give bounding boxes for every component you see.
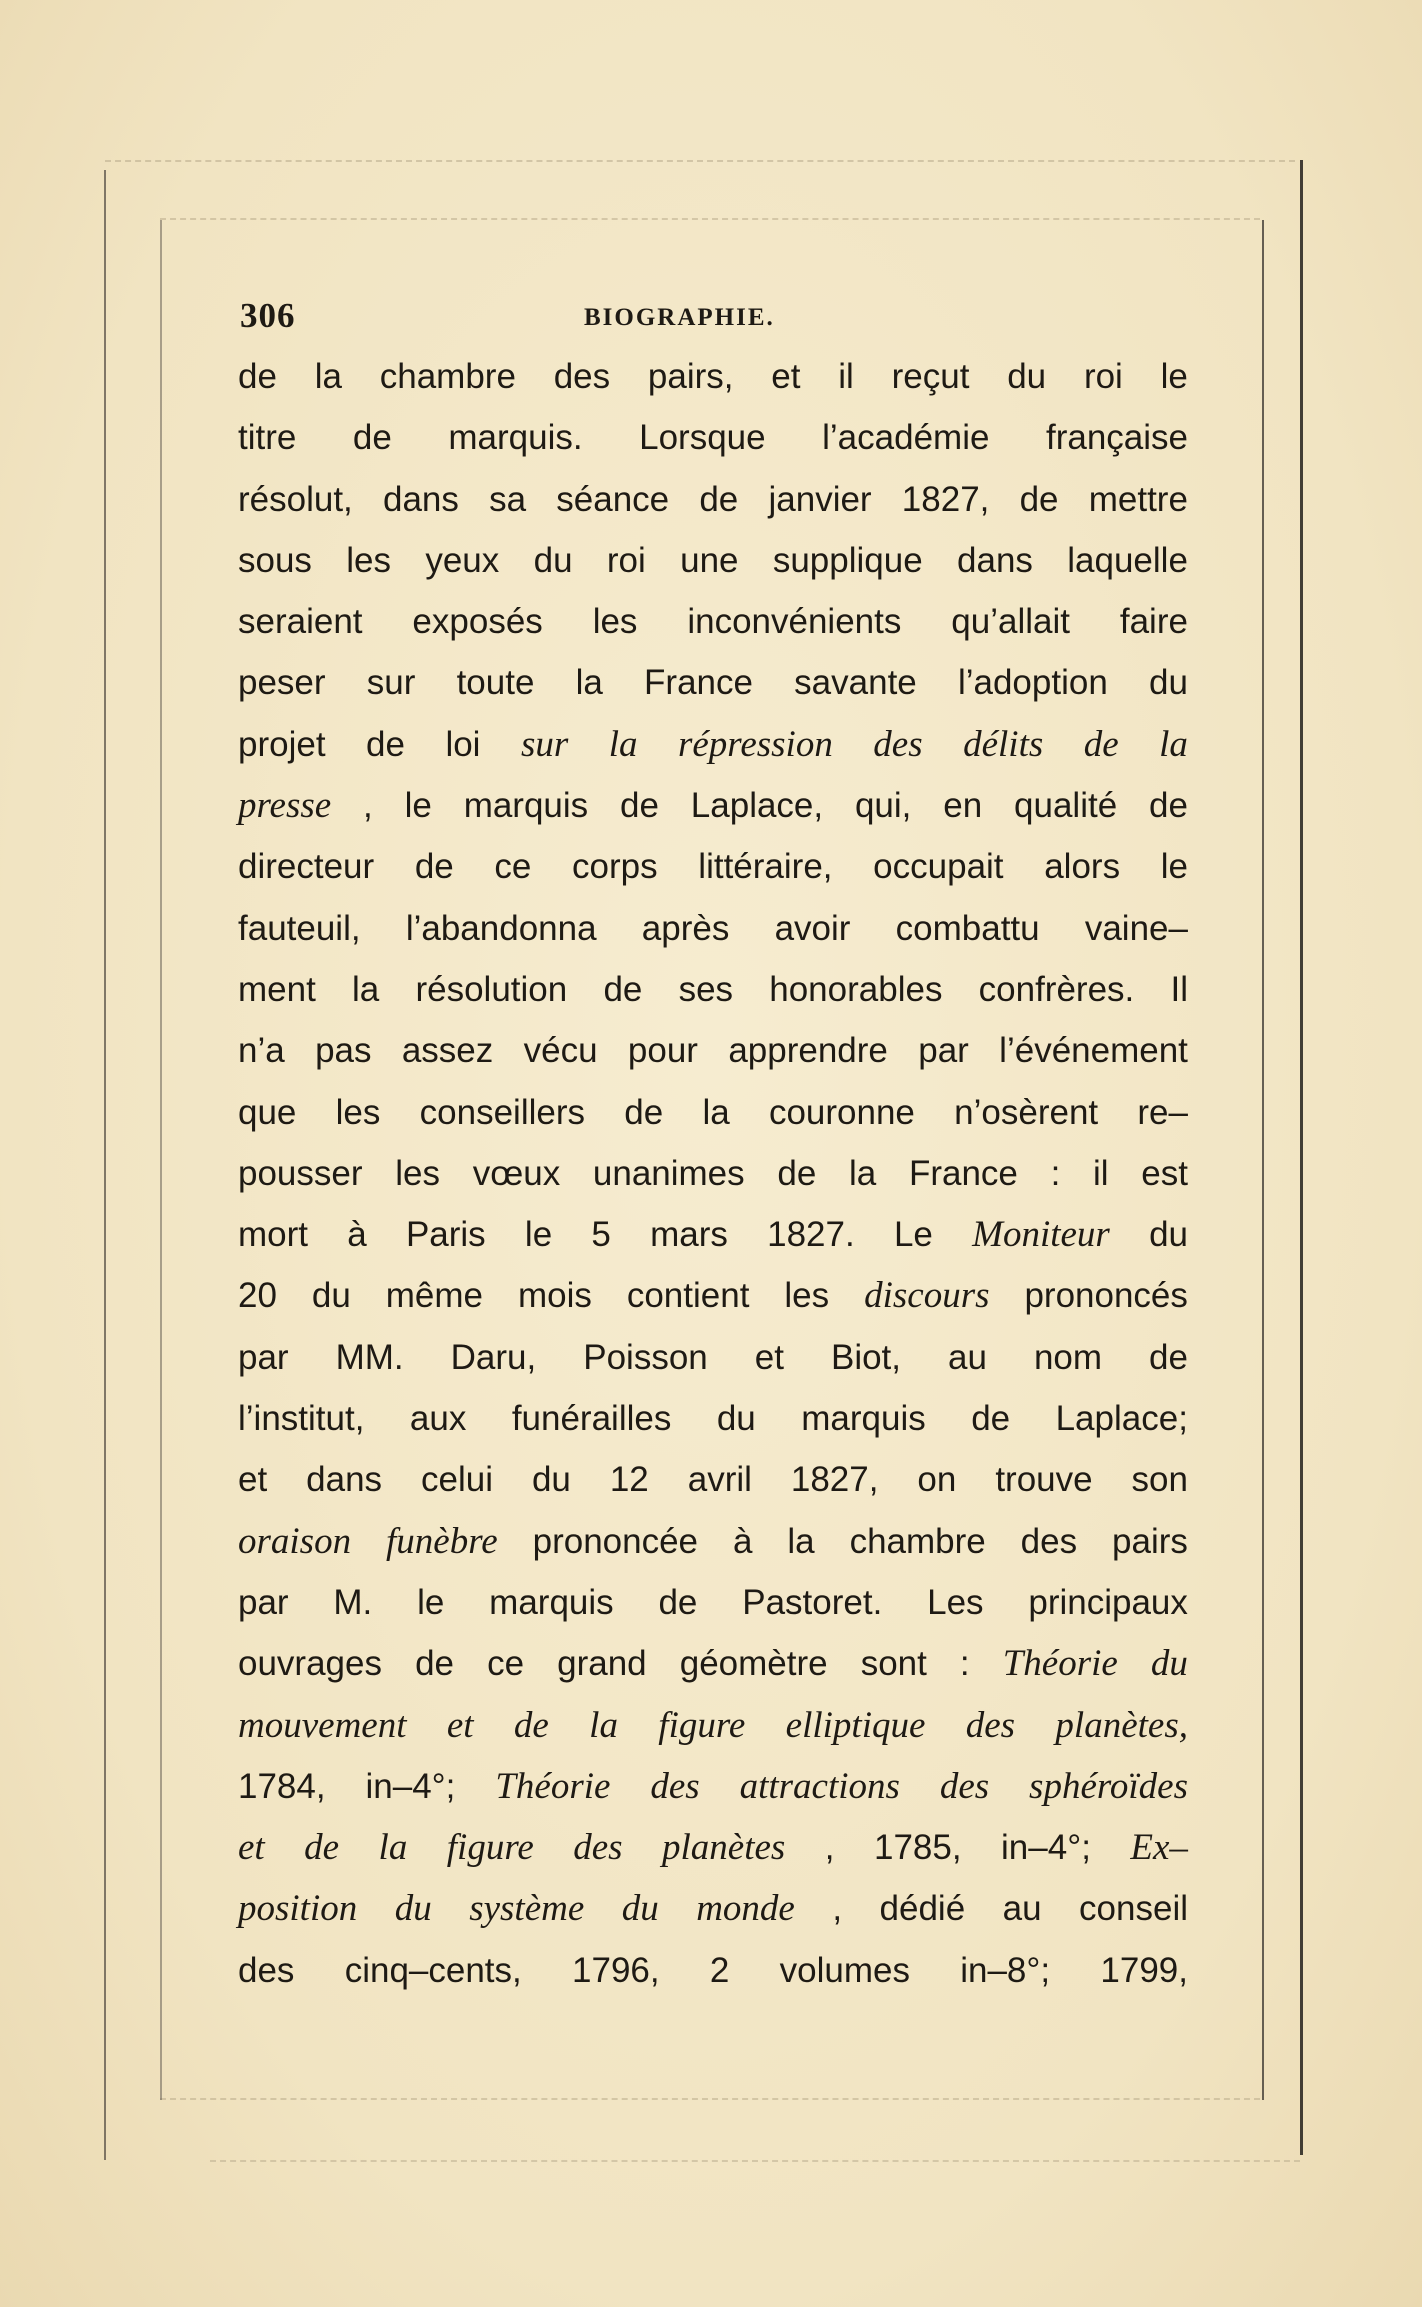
word: qu’allait: [951, 602, 1070, 642]
word: de: [971, 1399, 1011, 1439]
word: roi: [1083, 357, 1123, 396]
word: M.: [333, 1582, 373, 1622]
word: France: [908, 1153, 1018, 1193]
word: Les: [927, 1582, 984, 1622]
text-line: [238, 898, 1188, 959]
word: l’événement: [999, 1031, 1188, 1071]
italic-word: figure: [658, 1704, 746, 1746]
word: de: [414, 847, 454, 887]
word: Laplace,: [690, 786, 824, 826]
word: il: [838, 357, 854, 396]
italic-word: planètes,: [1055, 1704, 1188, 1746]
word: des: [238, 1950, 295, 1990]
word: du: [531, 1460, 571, 1500]
word: :: [959, 1644, 970, 1684]
word: principaux: [1028, 1582, 1188, 1622]
word: Poisson: [583, 1337, 708, 1377]
word: nom: [1033, 1337, 1103, 1377]
word: chambre: [849, 1521, 986, 1561]
word: exposés: [412, 602, 543, 642]
text-line: [238, 959, 1188, 1020]
word: son: [1131, 1460, 1188, 1500]
word: de: [1149, 1337, 1188, 1377]
word: ,: [363, 786, 373, 826]
word: Le: [893, 1215, 933, 1255]
word: pas: [315, 1031, 372, 1071]
word: sous: [238, 540, 312, 580]
word: ses: [678, 969, 734, 1009]
italic-word: de: [304, 1827, 340, 1869]
word: cinq–cents,: [344, 1950, 522, 1990]
text-line: [238, 1143, 1188, 1204]
text-line: [238, 407, 1188, 468]
text-line: [238, 346, 1188, 407]
word: inconvénients: [687, 602, 902, 642]
word: marquis: [801, 1399, 926, 1439]
word: grand: [557, 1644, 647, 1684]
word: dédié: [879, 1889, 966, 1929]
frame-rule-bottom-outer: [210, 2160, 1300, 2162]
word: l’institut,: [238, 1399, 365, 1439]
word: du: [716, 1399, 756, 1439]
word: in–4°;: [1001, 1828, 1091, 1868]
word: les: [346, 540, 392, 580]
word: MM.: [335, 1337, 404, 1377]
word: assez: [401, 1031, 494, 1071]
frame-rule-top-inner: [160, 218, 1260, 220]
word: qualité: [1014, 786, 1118, 826]
word: occupait: [873, 847, 1004, 887]
word: contient: [626, 1276, 750, 1316]
word: n’osèrent: [954, 1092, 1099, 1132]
word: de: [624, 1092, 664, 1132]
word: de: [777, 1153, 817, 1193]
word: pour: [627, 1031, 698, 1071]
word: dans: [306, 1460, 383, 1500]
italic-word: répression: [677, 723, 833, 765]
word: des: [1020, 1521, 1078, 1561]
word: seraient: [238, 602, 363, 642]
word: avril: [687, 1460, 752, 1500]
word: 1827,: [790, 1460, 879, 1500]
word: 20: [238, 1276, 277, 1316]
word: en: [943, 786, 983, 826]
word: directeur: [238, 847, 375, 887]
word: sur: [366, 663, 416, 703]
word: unanimes: [592, 1153, 745, 1193]
word: la: [314, 357, 342, 396]
text-line: [238, 1082, 1188, 1143]
word: au: [948, 1337, 987, 1377]
word: au: [1002, 1889, 1042, 1929]
word: honorables: [769, 969, 943, 1009]
italic-word: sphéroïdes: [1029, 1765, 1188, 1807]
text-line: [238, 1878, 1188, 1939]
word: à: [347, 1215, 367, 1255]
italic-word: du: [621, 1888, 659, 1930]
text-block: [238, 290, 1188, 2001]
italic-word: monde: [696, 1888, 795, 1930]
word: ce: [487, 1644, 525, 1684]
word: du: [1148, 663, 1188, 703]
word: à: [732, 1521, 753, 1561]
word: la: [352, 969, 380, 1009]
word: du: [1149, 1215, 1188, 1255]
word: confrères.: [978, 969, 1135, 1009]
page-number: 306: [240, 296, 296, 335]
italic-word: et: [446, 1704, 474, 1746]
word: mars: [650, 1215, 728, 1255]
word: :: [1050, 1153, 1061, 1193]
italic-word: funèbre: [386, 1520, 498, 1562]
word: les: [784, 1276, 830, 1316]
word: la: [575, 663, 603, 703]
word: la: [702, 1092, 730, 1132]
word: couronne: [768, 1092, 915, 1132]
italic-word: la: [1159, 723, 1188, 765]
word: l’abandonna: [405, 908, 597, 948]
word: marquis: [463, 786, 589, 826]
word: n’a: [238, 1031, 285, 1071]
text-line: [238, 1511, 1188, 1572]
italic-word: attractions: [739, 1765, 900, 1807]
word: re–: [1137, 1092, 1188, 1132]
italic-word: Théorie: [495, 1765, 611, 1807]
word: il: [1093, 1153, 1109, 1193]
word: l’adoption: [957, 663, 1108, 703]
word: ,: [824, 1828, 835, 1868]
word: littéraire,: [698, 847, 833, 887]
word: Il: [1170, 969, 1188, 1009]
word: in–4°;: [365, 1766, 456, 1806]
italic-word: du: [1150, 1643, 1188, 1685]
word: géomètre: [679, 1644, 828, 1684]
word: de: [1019, 479, 1059, 519]
word: de: [238, 357, 277, 396]
running-head: [238, 290, 1188, 346]
word: reçut: [891, 357, 970, 396]
word: l’académie: [822, 418, 990, 458]
word: et: [238, 1460, 268, 1500]
italic-word: elliptique: [785, 1704, 926, 1746]
word: le: [524, 1215, 553, 1255]
word: 2: [709, 1950, 730, 1990]
word: 1785,: [873, 1828, 962, 1868]
italic-word: la: [608, 723, 638, 765]
word: peser: [238, 663, 326, 703]
word: la: [787, 1521, 815, 1561]
text-line: [238, 1756, 1188, 1817]
word: mois: [517, 1276, 592, 1316]
word: du: [533, 540, 573, 580]
word: dans: [957, 540, 1033, 580]
word: de: [352, 418, 392, 458]
text-line: [238, 1633, 1188, 1694]
word: volumes: [779, 1950, 910, 1990]
italic-word: et: [238, 1827, 265, 1869]
word: conseil: [1079, 1889, 1188, 1929]
word: 1827,: [901, 479, 990, 519]
word: de: [658, 1582, 698, 1622]
italic-word: des: [573, 1827, 623, 1869]
word: laquelle: [1067, 540, 1188, 580]
word: 1827.: [767, 1215, 855, 1255]
word: Paris: [405, 1215, 486, 1255]
word: le: [404, 786, 432, 826]
word: ment: [238, 969, 316, 1009]
word: la: [849, 1153, 877, 1193]
word: 1784,: [238, 1766, 326, 1806]
word: une: [680, 540, 739, 580]
word: trouve: [995, 1460, 1093, 1500]
text-line: [238, 1020, 1188, 1081]
word: de: [415, 1644, 454, 1684]
frame-rule-top-outer: [105, 160, 1295, 162]
italic-word: système: [469, 1888, 585, 1930]
word: projet: [238, 724, 326, 764]
word: France: [644, 663, 753, 703]
word: marquis.: [448, 418, 583, 458]
text-line: [238, 1388, 1188, 1449]
word: apprendre: [728, 1031, 888, 1071]
word: le: [1160, 847, 1188, 887]
italic-word: discours: [864, 1275, 990, 1317]
frame-rule-left-inner: [160, 220, 162, 2100]
word: fauteuil,: [238, 908, 361, 948]
word: est: [1141, 1153, 1188, 1193]
word: des: [553, 357, 611, 396]
word: et: [754, 1337, 784, 1377]
word: mettre: [1088, 479, 1188, 519]
italic-word: planètes: [662, 1827, 786, 1869]
word: vaine–: [1084, 908, 1188, 948]
word: Lorsque: [639, 418, 766, 458]
italic-word: position: [238, 1888, 358, 1930]
italic-word: délits: [963, 723, 1044, 765]
italic-word: oraison: [238, 1520, 352, 1562]
word: séance: [556, 479, 670, 519]
word: chambre: [379, 357, 516, 396]
word: ouvrages: [238, 1644, 382, 1684]
word: Biot,: [830, 1337, 902, 1377]
word: de: [1149, 786, 1188, 826]
word: par: [918, 1031, 969, 1071]
italic-word: sur: [520, 723, 569, 765]
word: conseillers: [419, 1092, 586, 1132]
word: sa: [489, 479, 527, 519]
text-line: [238, 775, 1188, 836]
word: yeux: [425, 540, 500, 580]
word: 1796,: [572, 1950, 660, 1990]
italic-word: du: [394, 1888, 432, 1930]
word: Laplace;: [1055, 1399, 1188, 1439]
italic-word: Moniteur: [972, 1214, 1110, 1256]
word: après: [641, 908, 730, 948]
italic-word: des: [939, 1765, 990, 1807]
text-line: [238, 1449, 1188, 1510]
running-head-title: BIOGRAPHIE.: [584, 304, 775, 331]
text-line: [238, 836, 1188, 897]
frame-rule-right-outer: [1300, 160, 1303, 2155]
italic-word: presse: [238, 785, 332, 827]
word: combattu: [895, 908, 1040, 948]
word: mort: [238, 1215, 308, 1255]
word: résolut,: [238, 479, 353, 519]
word: loi: [445, 724, 481, 764]
word: ce: [494, 847, 532, 887]
word: sont: [860, 1644, 927, 1684]
word: résolution: [415, 969, 568, 1009]
text-line: [238, 469, 1188, 530]
italic-word: figure: [446, 1827, 534, 1869]
word: qui,: [854, 786, 912, 826]
frame-rule-right-inner: [1262, 220, 1264, 2100]
text-line: [238, 714, 1188, 775]
word: alors: [1044, 847, 1121, 887]
text-line: [238, 530, 1188, 591]
text-line: [238, 1265, 1188, 1326]
word: les: [335, 1092, 381, 1132]
body-text: [238, 346, 1188, 2001]
word: 5: [591, 1215, 611, 1255]
text-line: [238, 1940, 1188, 2001]
italic-word: de: [1083, 723, 1119, 765]
word: pairs,: [647, 357, 734, 396]
italic-word: mouvement: [238, 1704, 407, 1746]
word: 1799,: [1100, 1950, 1188, 1990]
word: corps: [572, 847, 658, 887]
word: vécu: [523, 1031, 598, 1071]
text-line: [238, 1327, 1188, 1388]
italic-word: des: [873, 723, 923, 765]
word: avoir: [774, 908, 851, 948]
text-line: [238, 1817, 1188, 1878]
word: de: [620, 786, 659, 826]
word: vœux: [472, 1153, 561, 1193]
word: de: [699, 479, 739, 519]
word: Daru,: [450, 1337, 537, 1377]
word: savante: [794, 663, 917, 703]
word: 12: [609, 1460, 649, 1500]
word: les: [592, 602, 638, 642]
word: par: [238, 1582, 289, 1622]
word: celui: [421, 1460, 493, 1500]
frame-rule-bottom-inner: [160, 2098, 1260, 2100]
italic-word: des: [965, 1704, 1016, 1746]
word: toute: [456, 663, 535, 703]
text-line: [238, 1695, 1188, 1756]
italic-word: de: [513, 1704, 549, 1746]
word: titre: [238, 418, 297, 458]
italic-word: des: [650, 1765, 700, 1807]
word: prononcés: [1024, 1276, 1188, 1316]
word: de: [603, 969, 643, 1009]
word: le: [1160, 357, 1188, 396]
word: on: [917, 1460, 957, 1500]
word: marquis: [489, 1582, 614, 1622]
word: in–8°;: [960, 1950, 1051, 1990]
word: que: [238, 1092, 297, 1132]
word: faire: [1119, 602, 1188, 642]
word: aux: [409, 1399, 467, 1439]
word: le: [417, 1582, 445, 1622]
word: roi: [606, 540, 646, 580]
word: française: [1045, 418, 1188, 458]
word: du: [311, 1276, 351, 1316]
word: dans: [382, 479, 459, 519]
word: Pastoret.: [742, 1582, 883, 1622]
italic-word: la: [589, 1704, 618, 1746]
text-line: [238, 652, 1188, 713]
word: de: [366, 724, 405, 764]
text-line: [238, 591, 1188, 652]
word: pairs: [1112, 1521, 1188, 1561]
word: ,: [832, 1889, 843, 1929]
word: janvier: [768, 479, 872, 519]
word: prononcée: [532, 1521, 699, 1561]
italic-word: Théorie: [1002, 1643, 1118, 1685]
word: les: [395, 1153, 440, 1193]
italic-word: Ex–: [1130, 1827, 1188, 1869]
word: pousser: [238, 1153, 363, 1193]
text-line: [238, 1204, 1188, 1265]
frame-rule-left-outer: [104, 170, 106, 2160]
text-line: [238, 1572, 1188, 1633]
word: même: [385, 1276, 484, 1316]
word: et: [771, 357, 801, 396]
word: du: [1007, 357, 1047, 396]
italic-word: la: [378, 1827, 408, 1869]
word: supplique: [772, 540, 923, 580]
word: par: [238, 1337, 289, 1377]
word: funérailles: [511, 1399, 672, 1439]
